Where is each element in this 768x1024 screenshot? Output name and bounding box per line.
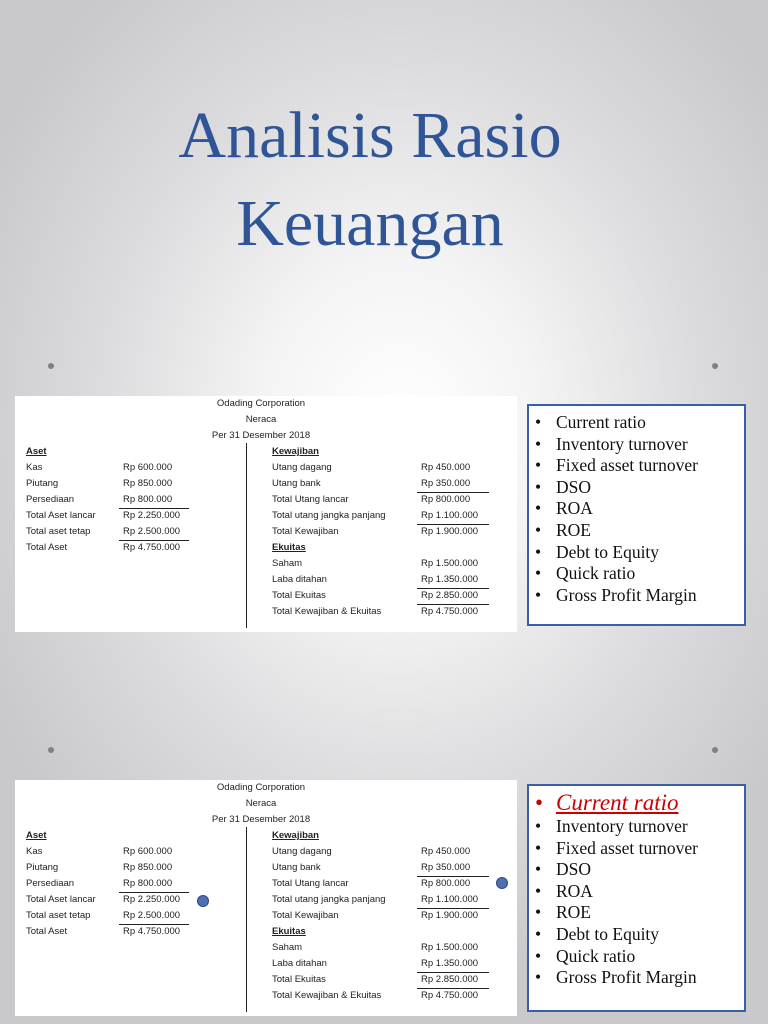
column-divider <box>246 827 247 1012</box>
underline <box>417 972 489 973</box>
ratio-item: • Current ratio <box>535 412 646 432</box>
balance-sheet <box>15 396 517 632</box>
statement-date: Per 31 Desember 2018 <box>211 814 311 825</box>
underline <box>119 892 189 893</box>
equity-label: Laba ditahan <box>272 574 327 585</box>
ratio-item: • DSO <box>535 859 592 880</box>
asset-value: Rp 2.500.000 <box>123 910 181 921</box>
underline <box>417 988 489 989</box>
liabilities-heading: Kewajiban <box>272 830 319 841</box>
liability-value: Rp 800.000 <box>421 878 471 889</box>
ratio-item: • Quick ratio <box>535 563 636 584</box>
statement-name: Neraca <box>245 414 277 425</box>
equity-label: Saham <box>272 942 303 953</box>
underline <box>119 924 189 925</box>
asset-label: Total aset tetap <box>26 526 91 537</box>
current-liabilities-marker <box>496 877 508 889</box>
liability-label: Utang bank <box>272 862 321 873</box>
underline <box>417 492 489 493</box>
equity-value: Rp 4.750.000 <box>421 990 479 1001</box>
equity-value: Rp 1.350.000 <box>421 958 479 969</box>
asset-value: Rp 600.000 <box>123 462 173 473</box>
liability-label: Total Utang lancar <box>272 878 349 889</box>
liability-value: Rp 1.100.000 <box>421 894 479 905</box>
asset-value: Rp 2.250.000 <box>123 510 181 521</box>
asset-value: Rp 4.750.000 <box>123 926 181 937</box>
asset-label: Total Aset lancar <box>26 894 96 905</box>
balance-sheet <box>15 780 517 1016</box>
underline <box>417 604 489 605</box>
underline <box>417 524 489 525</box>
asset-label: Total Aset lancar <box>26 510 96 521</box>
ratio-item: • Debt to Equity <box>535 923 660 944</box>
liability-value: Rp 1.900.000 <box>421 526 479 537</box>
asset-label: Persediaan <box>26 494 75 505</box>
company-name: Odading Corporation <box>216 782 306 793</box>
asset-value: Rp 4.750.000 <box>123 542 181 553</box>
equity-value: Rp 2.850.000 <box>421 590 479 601</box>
ratio-item: • Fixed asset turnover <box>535 455 698 476</box>
equity-label: Saham <box>272 558 303 569</box>
liability-label: Utang dagang <box>272 846 332 857</box>
assets-heading: Aset <box>26 830 47 841</box>
ratio-item: • Inventory turnover <box>535 816 688 836</box>
equity-value: Rp 1.350.000 <box>421 574 479 585</box>
liability-label: Total Kewajiban <box>272 526 339 537</box>
title-line-1: Analisis Rasio <box>178 99 562 172</box>
current-assets-marker <box>197 895 209 907</box>
assets-heading: Aset <box>26 446 47 457</box>
asset-label: Kas <box>26 846 43 857</box>
asset-value: Rp 850.000 <box>123 862 173 873</box>
liability-value: Rp 1.900.000 <box>421 910 479 921</box>
ratio-item: • ROA <box>535 880 593 901</box>
liability-value: Rp 800.000 <box>421 494 471 505</box>
asset-label: Kas <box>26 462 43 473</box>
asset-label: Total Aset <box>26 926 68 937</box>
liability-value: Rp 1.100.000 <box>421 510 479 521</box>
column-divider <box>246 443 247 628</box>
liability-value: Rp 450.000 <box>421 462 471 473</box>
ratio-item: • DSO <box>535 476 592 497</box>
asset-value: Rp 800.000 <box>123 878 173 889</box>
slide-title <box>0 92 740 268</box>
liability-value: Rp 450.000 <box>421 846 471 857</box>
asset-label: Total aset tetap <box>26 910 91 921</box>
decor-dot <box>48 363 54 369</box>
underline <box>417 876 489 877</box>
underline <box>417 588 489 589</box>
title-line-2: Keuangan <box>236 187 504 260</box>
asset-value: Rp 800.000 <box>123 494 173 505</box>
ratio-list <box>527 784 746 1012</box>
equity-label: Total Ekuitas <box>272 974 326 985</box>
liability-label: Total Kewajiban <box>272 910 339 921</box>
underline <box>119 508 189 509</box>
asset-label: Total Aset <box>26 542 68 553</box>
ratio-item: • Debt to Equity <box>535 541 660 562</box>
ratio-item: • Inventory turnover <box>535 433 688 454</box>
asset-label: Piutang <box>26 478 59 489</box>
company-name: Odading Corporation <box>216 398 306 409</box>
asset-value: Rp 2.500.000 <box>123 526 181 537</box>
equity-value: Rp 4.750.000 <box>421 606 479 617</box>
panel-2 <box>0 780 768 1020</box>
liability-value: Rp 350.000 <box>421 478 471 489</box>
statement-name: Neraca <box>245 798 277 809</box>
equity-label: Laba ditahan <box>272 958 327 969</box>
liability-value: Rp 350.000 <box>421 862 471 873</box>
asset-value: Rp 2.250.000 <box>123 894 181 905</box>
equity-value: Rp 2.850.000 <box>421 974 479 985</box>
equity-label: Total Ekuitas <box>272 590 326 601</box>
equity-label: Total Kewajiban & Ekuitas <box>272 606 382 617</box>
underline <box>417 908 489 909</box>
ratio-item: • Gross Profit Margin <box>535 967 697 988</box>
asset-label: Persediaan <box>26 878 75 889</box>
equity-heading: Ekuitas <box>272 926 306 937</box>
liability-label: Total utang jangka panjang <box>272 510 386 521</box>
liability-label: Total Utang lancar <box>272 494 349 505</box>
ratio-list <box>527 404 746 626</box>
ratio-item: • ROE <box>535 902 591 923</box>
ratio-item: • ROA <box>535 498 593 519</box>
asset-label: Piutang <box>26 862 59 873</box>
ratio-item: • Quick ratio <box>535 945 636 966</box>
ratio-item: • Fixed asset turnover <box>535 837 698 858</box>
ratio-item: • Gross Profit Margin <box>535 584 697 605</box>
liability-label: Total utang jangka panjang <box>272 894 386 905</box>
panel-1 <box>0 396 768 636</box>
equity-label: Total Kewajiban & Ekuitas <box>272 990 382 1001</box>
liability-label: Utang dagang <box>272 462 332 473</box>
ratio-item: • ROE <box>535 519 591 540</box>
statement-date: Per 31 Desember 2018 <box>211 430 311 441</box>
liability-label: Utang bank <box>272 478 321 489</box>
equity-value: Rp 1.500.000 <box>421 942 479 953</box>
liabilities-heading: Kewajiban <box>272 446 319 457</box>
underline <box>119 540 189 541</box>
equity-heading: Ekuitas <box>272 542 306 553</box>
decor-dot <box>48 747 54 753</box>
asset-value: Rp 600.000 <box>123 846 173 857</box>
decor-dot <box>712 747 718 753</box>
decor-dot <box>712 363 718 369</box>
ratio-item-highlighted: • Current ratio <box>535 790 679 815</box>
equity-value: Rp 1.500.000 <box>421 558 479 569</box>
asset-value: Rp 850.000 <box>123 478 173 489</box>
